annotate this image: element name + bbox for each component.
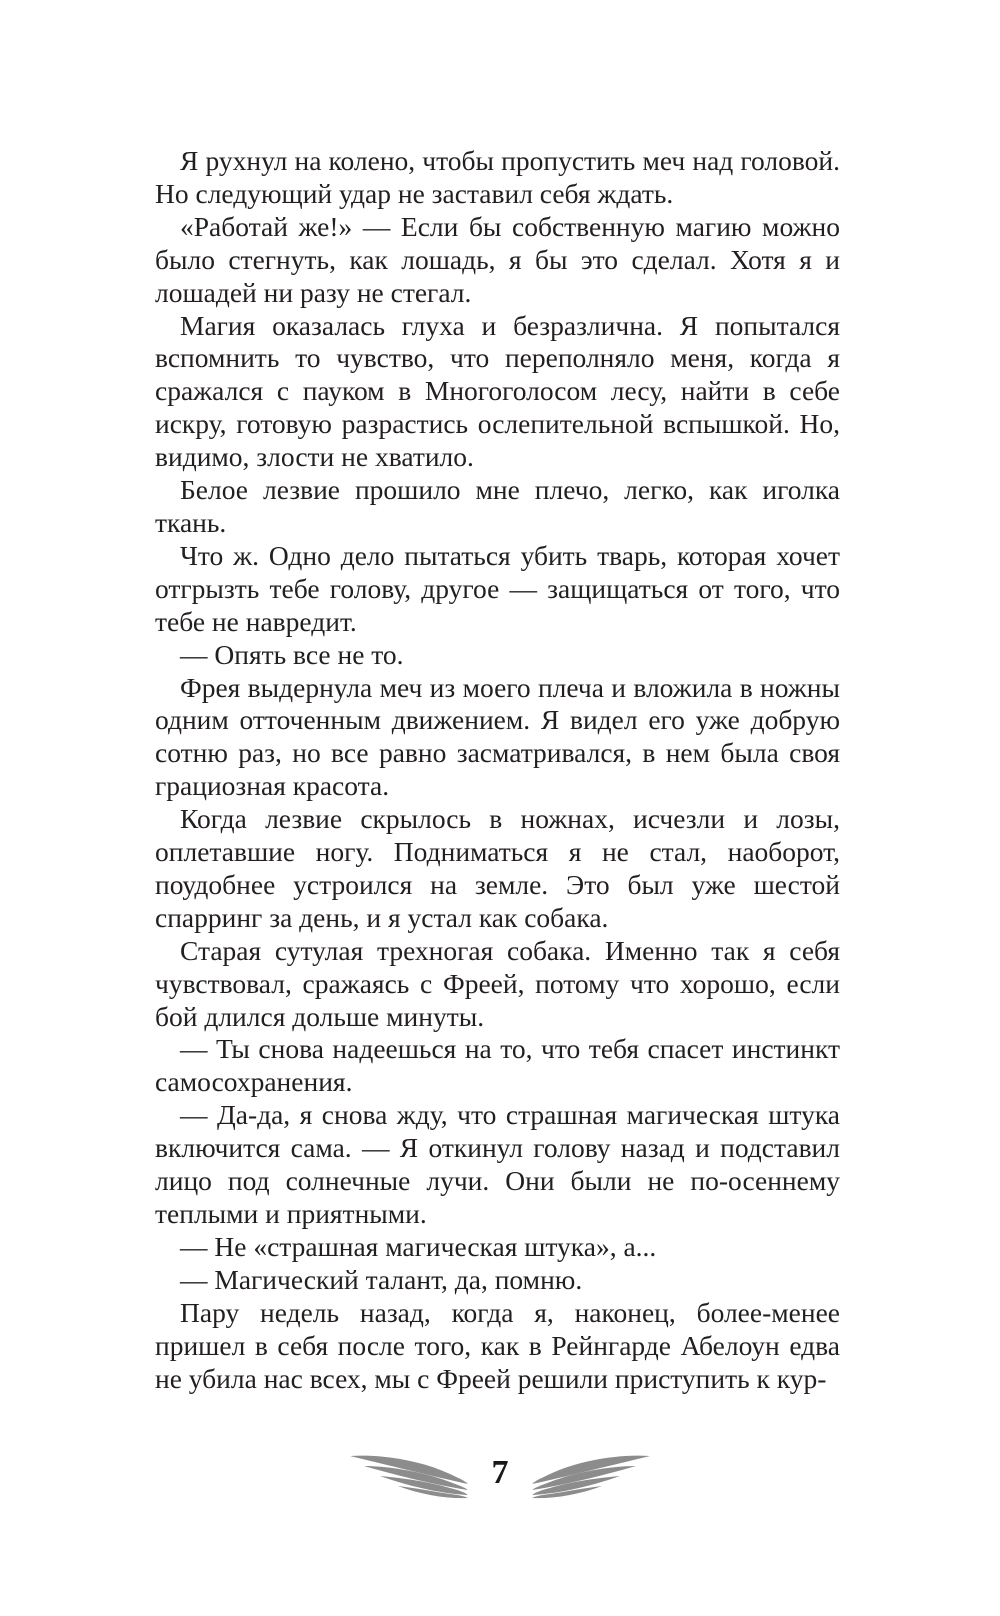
paragraph: Старая сутулая трехногая собака. Именно так я себя чувствовал, сражаясь с Фреей, потому что хорошо, если бой длился дольше минуты. bbox=[155, 934, 840, 1032]
body-text bbox=[155, 145, 840, 1395]
paragraph: Магия оказалась глуха и безразлична. Я попытался вспомнить то чувство, что переполняло меня, когда я сражался с пауком в Многоголосом лесу, найти в себе искру, готовую разрастись ослепительной вспышкой. Но, видимо, злости не хватило. bbox=[155, 309, 840, 473]
paragraph: «Работай же!» — Если бы собственную магию можно было стегнуть, как лошадь, я бы это сделал. Хотя я и лошадей ни разу не стегал. bbox=[155, 210, 840, 308]
paragraph: Когда лезвие скрылось в ножнах, исчезли и лозы, оплетавшие ногу. Подниматься я не стал, наоборот, поудобнее устроился на земле. Это был уже шестой спарринг за день, и я устал как собака. bbox=[155, 803, 840, 933]
wing-ornament-left-icon bbox=[350, 1450, 470, 1500]
paragraph: — Опять все не то. bbox=[180, 638, 404, 670]
paragraph: Фрея выдернула меч из моего плеча и вложила в ножны одним отточенным движением. Я видел его уже добрую сотню раз, но все равно засматривался, в нем была своя грациозная красота. bbox=[155, 671, 840, 802]
paragraph: — Да-да, я снова жду, что страшная магическая штука включится сама. — Я откинул голову назад и подставил лицо под солнечные лучи. Они были не по-осеннему теплыми и приятными. bbox=[155, 1099, 840, 1229]
paragraph: — Ты снова надеешься на то, что тебя спасет инстинкт самосохранения. bbox=[155, 1033, 840, 1098]
page-number: 7 bbox=[491, 1454, 509, 1491]
paragraph: Я рухнул на колено, чтобы пропустить меч над головой. Но следующий удар не заставил себя ждать. bbox=[155, 145, 840, 209]
paragraph: Белое лезвие прошило мне плечо, легко, как иголка ткань. bbox=[155, 474, 840, 538]
paragraph: — Магический талант, да, помню. bbox=[180, 1263, 583, 1295]
wing-ornament-right-icon bbox=[530, 1450, 650, 1500]
page-footer bbox=[0, 1440, 1000, 1510]
paragraph: — Не «страшная магическая штука», а... bbox=[180, 1230, 657, 1262]
paragraph: Пару недель назад, когда я, наконец, более-менее пришел в себя после того, как в Рейнгарде Абелоун едва не убила нас всех, мы с Фреей решили приступить к кур- bbox=[155, 1296, 840, 1394]
paragraph: Что ж. Одно дело пытаться убить тварь, которая хочет отгрызть тебе голову, другое — защищаться от того, что тебе не навредит. bbox=[155, 539, 840, 637]
